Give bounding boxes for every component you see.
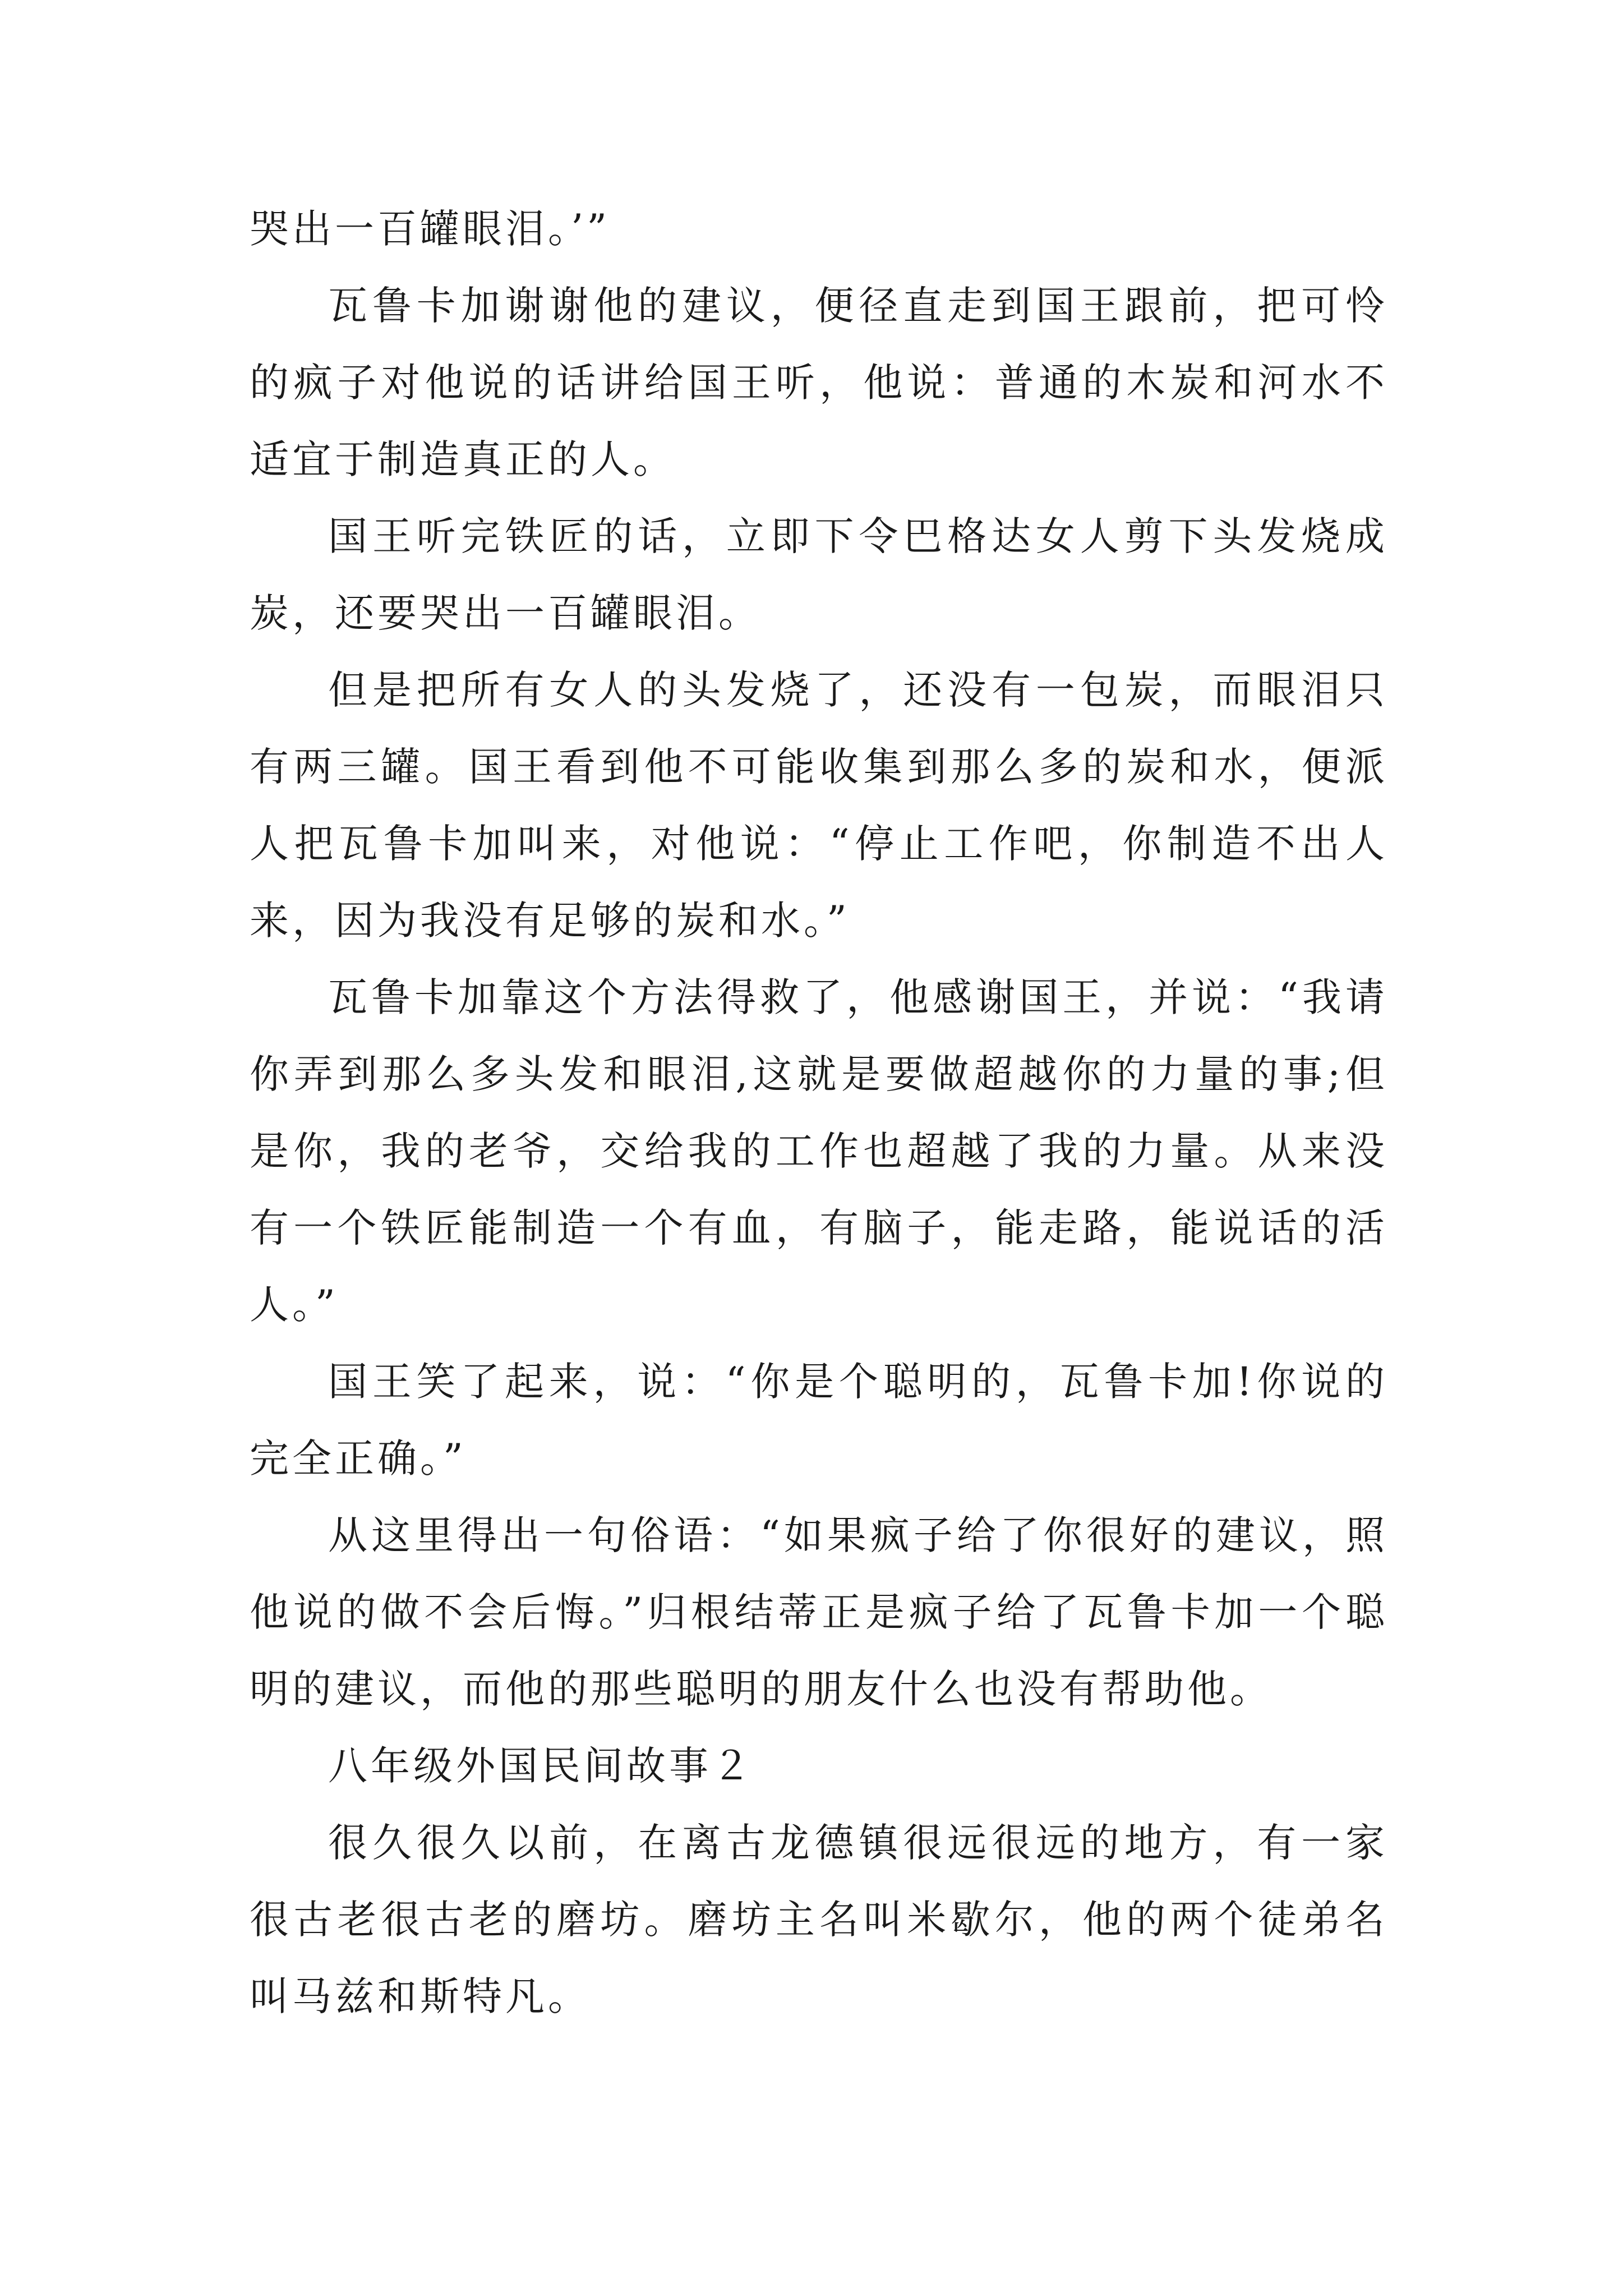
- paragraph-5: 瓦鲁卡加靠这个方法得救了，他感谢国王，并说：“我请你弄到那么多头发和眼泪,这就是要做超越你的力量的事;但是你，我的老爷，交给我的工作也超越了我的力量。从来没有一个铁匠能制造一个有血，有脑子，能走路，能说话的活人。”: [250, 974, 1388, 1328]
- paragraph-2: 瓦鲁卡加谢谢他的建议，便径直走到国王跟前，把可怜的疯子对他说的话讲给国王听，他说：普通的木炭和河水不适宜于制造真正的人。: [250, 283, 1388, 482]
- paragraph-3: 国王听完铁匠的话，立即下令巴格达女人剪下头发烧成炭，还要哭出一百罐眼泪。: [250, 513, 1388, 636]
- paragraph-4: 但是把所有女人的头发烧了，还没有一包炭，而眼泪只有两三罐。国王看到他不可能收集到那么多的炭和水，便派人把瓦鲁卡加叫来，对他说：“停止工作吧，你制造不出人来，因为我没有足够的炭和水。”: [250, 667, 1388, 944]
- paragraph-8: 很久很久以前，在离古龙德镇很远很远的地方，有一家很古老很古老的磨坊。磨坊主名叫米歇尔，他的两个徒弟名叫马兹和斯特凡。: [250, 1820, 1388, 2019]
- paragraph-6: 国王笑了起来，说：“你是个聪明的，瓦鲁卡加!你说的完全正确。”: [250, 1359, 1388, 1481]
- section-heading: 八年级外国民间故事２: [328, 1743, 754, 1789]
- document-body: [250, 191, 1388, 2035]
- paragraph-1: 哭出一百罐眼泪。’”: [250, 206, 611, 252]
- paragraph-7: 从这里得出一句俗语：“如果疯子给了你很好的建议，照他说的做不会后悔。”归根结蒂正是疯子给了瓦鲁卡加一个聪明的建议，而他的那些聪明的朋友什么也没有帮助他。: [250, 1512, 1388, 1712]
